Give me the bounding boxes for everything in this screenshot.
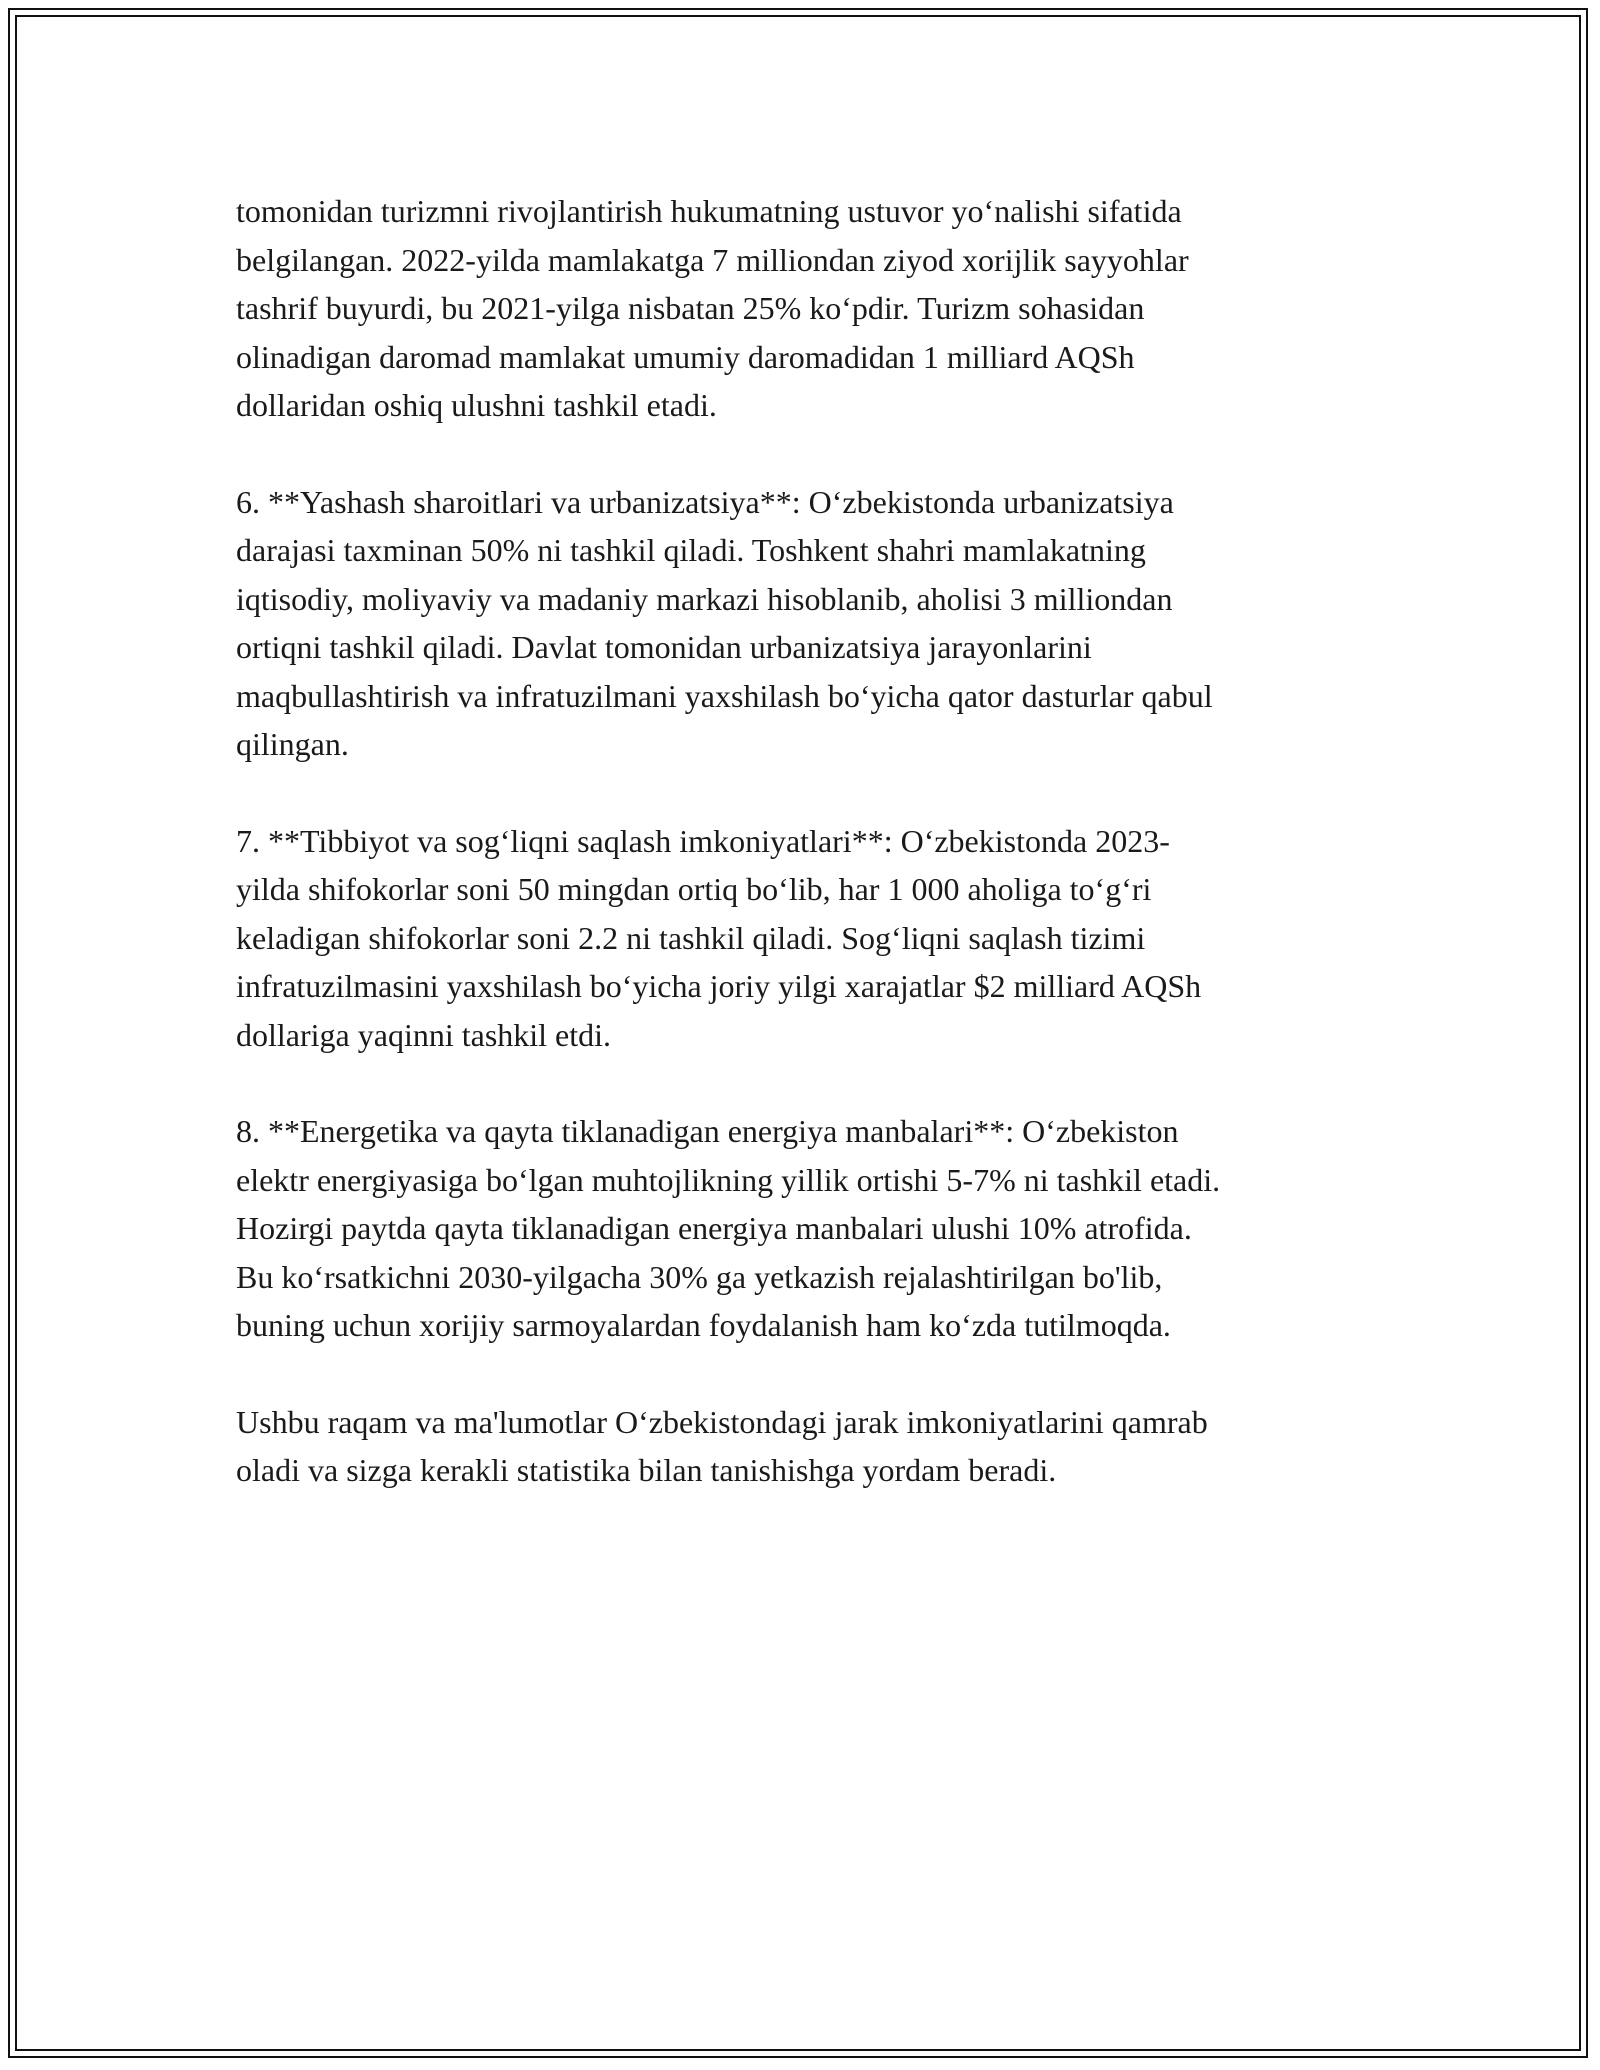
paragraph-tourism: tomonidan turizmni rivojlantirish hukumatning ustuvor yo‘nalishi sifatida belgilangan. 2022-yilda mamlakatga 7 milliondan ziyod xorijlik sayyohlar tashrif buyurdi, bu 2021-yilga nisbatan 25% ko‘pdir. Turizm sohasidan olinadigan daromad mamlakat umumiy daromadidan 1 milliard AQSh dollaridan oshiq ulushni tashkil etadi. [236,193,1189,423]
paragraph-conclusion: Ushbu raqam va ma'lumotlar O‘zbekistondagi jarak imkoniyatlarini qamrab oladi va sizga kerakli statistika bilan tanishishga yordam beradi. [236,1403,1208,1488]
paragraph-energy: 8. **Energetika va qayta tiklanadigan energiya manbalari**: O‘zbekiston elektr energiyasiga bo‘lgan muhtojlikning yillik ortishi 5-7% ni tashkil etadi. Hozirgi paytda qayta tiklanadigan energiya manbalari ulushi 10% atrofida. Bu ko‘rsatkichni 2030-yilgacha 30% ga yetkazish rejalashtirilgan bo'lib, buning uchun xorijiy sarmoyalardan foydalanish ham ko‘zda tutilmoqda. [236,1113,1221,1343]
document-body [236,187,1376,1543]
paragraph-urbanization: 6. **Yashash sharoitlari va urbanizatsiya**: O‘zbekistonda urbanizatsiya darajasi taxminan 50% ni tashkil qiladi. Toshkent shahri mamlakatning iqtisodiy, moliyaviy va madaniy markazi hisoblanib, aholisi 3 milliondan ortiqni tashkil qiladi. Davlat tomonidan urbanizatsiya jarayonlarini maqbullashtirish va infratuzilmani yaxshilash bo‘yicha qator dasturlar qabul qilingan. [236,483,1213,762]
paragraph-healthcare: 7. **Tibbiyot va sog‘liqni saqlash imkoniyatlari**: O‘zbekistonda 2023- yilda shifokorlar soni 50 mingdan ortiq bo‘lib, har 1 000 aholiga to‘g‘ri keladigan shifokorlar soni 2.2 ni tashkil qiladi. Sog‘liqni saqlash tizimi infratuzilmasini yaxshilash bo‘yicha joriy yilgi xarajatlar $2 milliard AQSh dollariga yaqinni tashkil etdi. [236,822,1202,1053]
